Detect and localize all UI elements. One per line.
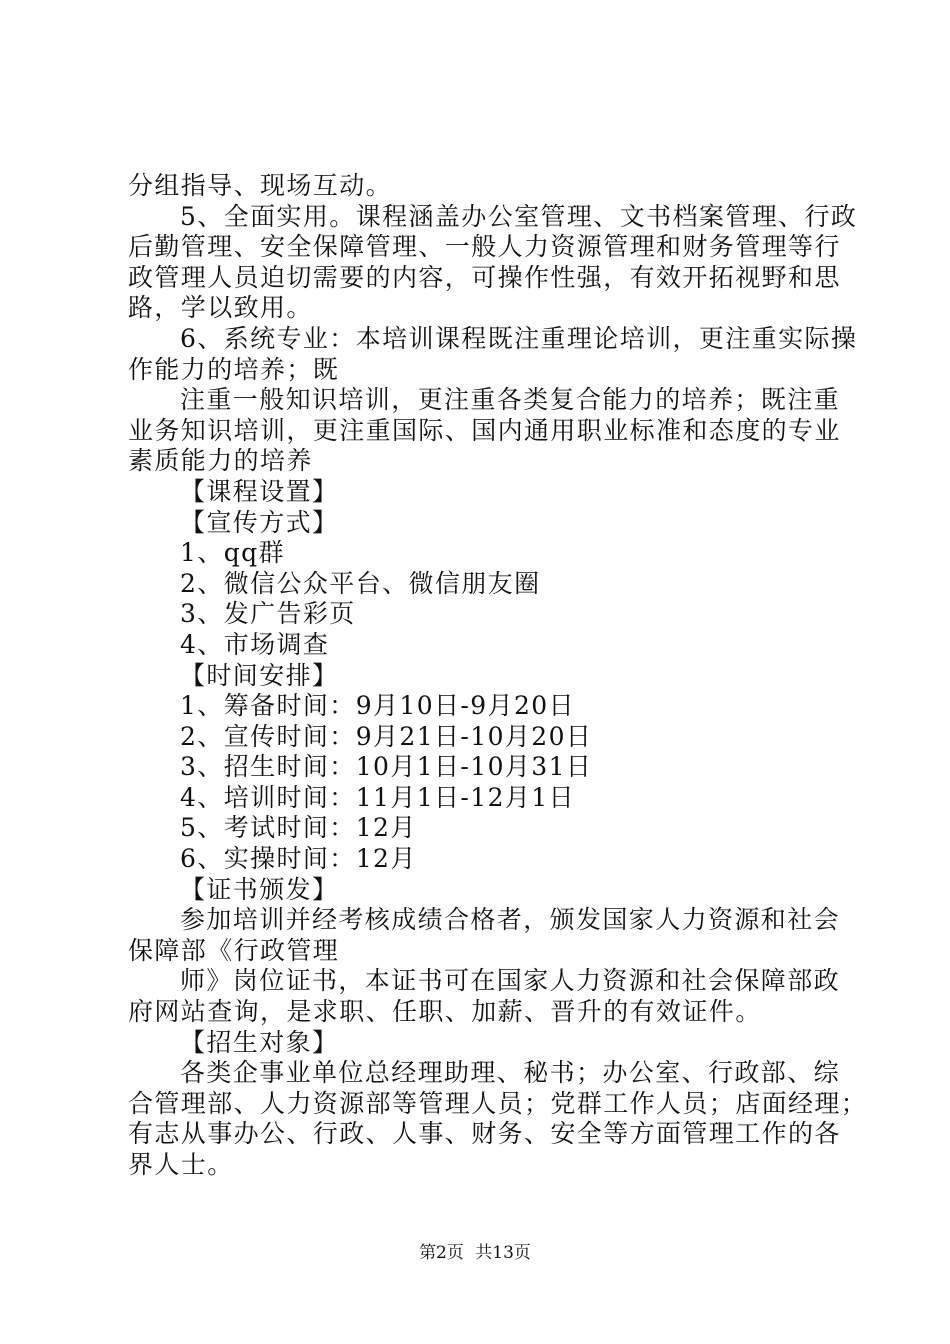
text-line: 【课程设置】 [180, 476, 339, 506]
text-line: 有志从事办公、行政、人事、财务、安全等方面管理工作的各 [128, 1119, 841, 1149]
text-line: 6、系统专业：本培训课程既注重理论培训，更注重实际操 [180, 323, 858, 353]
text-line: 分组指导、现场互动。 [128, 171, 393, 200]
text-line: 【证书颁发】 [180, 874, 339, 904]
text-line: 1、筹备时间：9月10日-9月20日 [180, 691, 575, 721]
text-line: 注重一般知识培训，更注重各类复合能力的培养；既注重 [180, 385, 841, 415]
page-number: 第2页 [419, 1243, 464, 1263]
page-footer [0, 1242, 950, 1264]
text-line: 【宣传方式】 [180, 507, 339, 537]
text-line: 业务知识培训，更注重国际、国内通用职业标准和态度的专业 [128, 415, 841, 445]
text-line: 素质能力的培养 [128, 446, 313, 476]
text-line: 3、招生时间：10月1日-10月31日 [180, 752, 593, 782]
text-line: 作能力的培养；既 [128, 354, 340, 384]
text-line: 1、qq群 [180, 538, 285, 568]
text-line: 参加培训并经考核成绩合格者，颁发国家人力资源和社会 [180, 905, 841, 935]
text-line: 府网站查询，是求职、任职、加薪、晋升的有效证件。 [128, 997, 762, 1027]
text-line: 4、市场调查 [180, 629, 330, 659]
text-line: 2、宣传时间：9月21日-10月20日 [180, 721, 593, 751]
text-line: 政管理人员迫切需要的内容，可操作性强，有效开拓视野和思 [128, 262, 841, 292]
text-line: 6、实操时间：12月 [180, 844, 417, 874]
page-total: 共13页 [475, 1243, 531, 1263]
text-line: 师》岗位证书，本证书可在国家人力资源和社会保障部政 [180, 966, 841, 996]
text-line: 【时间安排】 [180, 660, 339, 690]
text-line: 路，学以致用。 [128, 293, 313, 323]
text-line: 界人士。 [128, 1150, 234, 1179]
text-line: 【招生对象】 [180, 1027, 339, 1057]
text-line: 后勤管理、安全保障管理、一般人力资源管理和财务管理等行 [128, 232, 841, 262]
text-line: 5、全面实用。课程涵盖办公室管理、文书档案管理、行政 [180, 201, 858, 231]
text-line: 5、考试时间：12月 [180, 813, 417, 843]
text-line: 4、培训时间：11月1日-12月1日 [180, 782, 575, 812]
document-body [128, 171, 868, 1181]
text-line: 保障部《行政管理 [128, 935, 340, 965]
text-line: 合管理部、人力资源部等管理人员；党群工作人员；店面经理； [128, 1088, 868, 1118]
text-line: 各类企事业单位总经理助理、秘书；办公室、行政部、综 [180, 1058, 841, 1088]
text-line: 3、发广告彩页 [180, 599, 356, 629]
text-line: 2、微信公众平台、微信朋友圈 [180, 568, 541, 598]
